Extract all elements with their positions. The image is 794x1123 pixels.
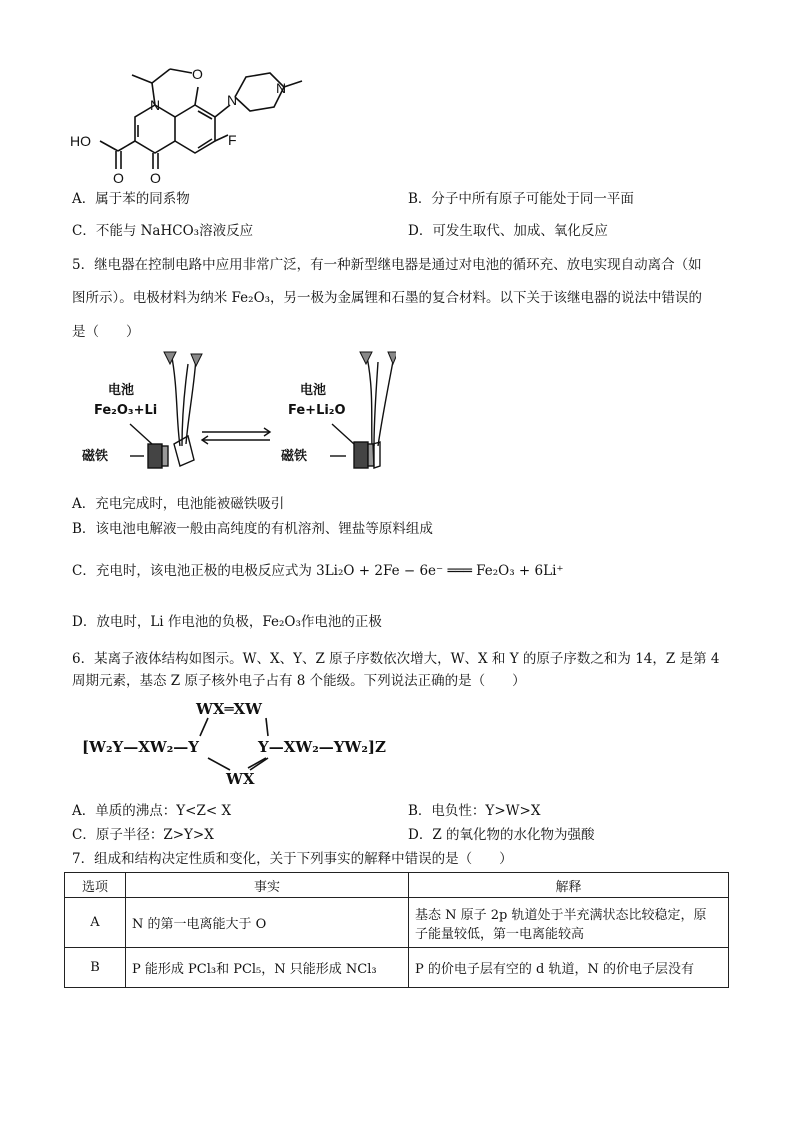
fluoro-label: F [228, 132, 237, 148]
q4-option-d: D．可发生取代、加成、氧化反应 [408, 223, 608, 239]
left-magnet-label: 磁铁 [82, 449, 109, 464]
ring-n-label: N [150, 97, 161, 113]
row-b-fact: P 能形成 PCl₃和 PCl₅，N 只能形成 NCl₃ [126, 948, 409, 988]
row-a-explanation-line2: 子能量较低，第一电离能较高 [415, 926, 585, 942]
left-formula: Fe₂O₃+Li [94, 403, 158, 418]
row-b-explanation: P 的价电子层有空的 d 轨道，N 的价电子层没有 [409, 948, 729, 988]
row-a-option: A [65, 898, 126, 948]
q6-option-b: B．电负性：Y>W>X [408, 803, 541, 819]
q5-option-b: B．该电池电解液一般由高纯度的有机溶剂、锂盐等原料组成 [72, 521, 433, 537]
ring-o-label: O [192, 66, 203, 82]
table-row [65, 948, 729, 988]
row-a-explanation-line1: 基态 N 原子 2p 轨道处于半充满状态比较稳定，原 [415, 907, 707, 923]
left-chain: [W₂Y—XW₂—Y [82, 738, 199, 756]
header-option: 选项 [65, 873, 126, 898]
q7-stem: 7．组成和结构决定性质和变化，关于下列事实的解释中错误的是（ ） [72, 851, 513, 867]
header-fact: 事实 [126, 873, 409, 898]
row-b-option: B [65, 948, 126, 988]
row-a-fact: N 的第一电离能大于 O [126, 898, 409, 948]
q5-stem-line2: 图所示）。电极材料为纳米 Fe₂O₃，另一极为金属锂和石墨的复合材料。以下关于该继电器的说法中错误的 [72, 290, 703, 306]
q5-option-d: D．放电时，Li 作电池的负极，Fe₂O₃作电池的正极 [72, 614, 382, 630]
q4-option-a: A．属于苯的同系物 [72, 191, 190, 207]
header-explanation: 解释 [409, 873, 729, 898]
q5-relay-figure [76, 348, 396, 478]
right-chain: Y—XW₂—YW₂]Z [258, 738, 386, 756]
right-battery-label: 电池 [300, 383, 327, 398]
q6-option-d: D．Z 的氧化物的水化物为强酸 [408, 827, 595, 843]
carbonyl-o-label: O [150, 170, 161, 185]
q4-option-c: C．不能与 NaHCO₃溶液反应 [72, 223, 254, 239]
q5-stem-line1: 5．继电器在控制电路中应用非常广泛，有一种新型继电器是通过对电池的循环充、放电实现自动离合（如 [72, 257, 702, 273]
q7-facts-table [64, 872, 729, 988]
q6-stem-line1: 6．某离子液体结构如图示。W、X、Y、Z 原子序数依次增大，W、X 和 Y 的原子序数之和为 14，Z 是第 4 [72, 651, 720, 667]
piperazine-n1-label: N [227, 92, 238, 108]
q5-option-a: A．充电完成时，电池能被磁铁吸引 [72, 496, 285, 512]
right-magnet-label: 磁铁 [281, 449, 308, 464]
hydroxyl-label: HO [70, 133, 91, 149]
ring-top-group: WX═XW [196, 700, 262, 718]
piperazine-n2-label: N [276, 80, 287, 96]
left-battery-label: 电池 [108, 383, 135, 398]
ring-bottom-group: WX [226, 770, 255, 788]
q5-option-c: C．充电时，该电池正极的电极反应式为 3Li₂O + 2Fe − 6e⁻ ═══ Fe₂O₃ + 6Li⁺ [72, 563, 564, 579]
q5-stem-line3: 是（ ） [72, 324, 140, 340]
q6-option-c: C．原子半径：Z>Y>X [72, 827, 214, 843]
q6-stem-line2: 周期元素，基态 Z 原子核外电子占有 8 个能级。下列说法正确的是（ ） [72, 673, 526, 689]
q6-ionic-liquid-structure [82, 696, 422, 792]
acid-o-label: O [113, 170, 124, 185]
right-formula: Fe+Li₂O [288, 403, 346, 418]
q4-molecule-structure [70, 55, 310, 185]
table-row [65, 898, 729, 948]
q6-option-a: A．单质的沸点：Y<Z< X [72, 803, 232, 819]
q4-option-b: B．分子中所有原子可能处于同一平面 [408, 191, 634, 207]
table-header-row [65, 873, 729, 898]
row-a-explanation [409, 898, 729, 948]
